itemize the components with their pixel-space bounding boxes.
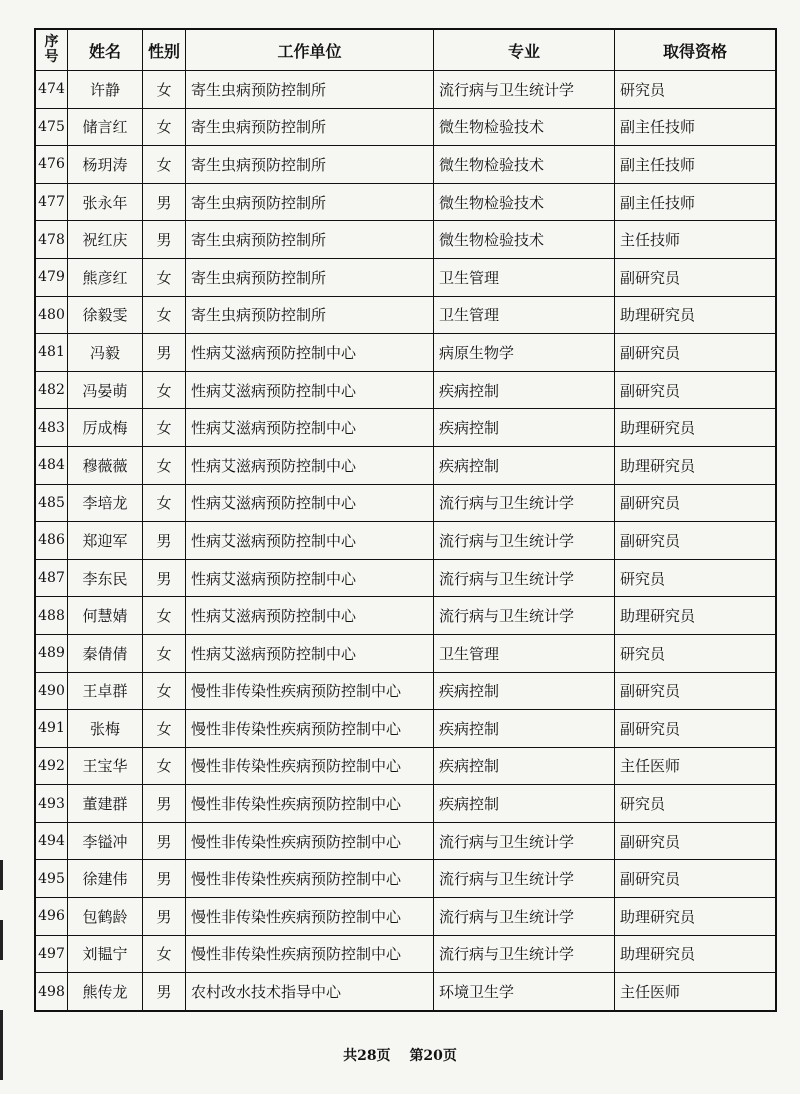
cell-unit: 寄生虫病预防控制所	[186, 258, 434, 296]
cell-gender: 女	[143, 597, 186, 635]
cell-major: 流行病与卫生统计学	[434, 898, 615, 936]
cell-name: 冯毅	[68, 334, 143, 372]
cell-name: 包鹤龄	[68, 898, 143, 936]
cell-seq: 480	[35, 296, 68, 334]
cell-seq: 475	[35, 108, 68, 146]
cell-seq: 481	[35, 334, 68, 372]
cell-major: 疾病控制	[434, 710, 615, 748]
cell-gender: 男	[143, 183, 186, 221]
cell-gender: 女	[143, 409, 186, 447]
table-row	[35, 672, 776, 710]
cell-name: 徐建伟	[68, 860, 143, 898]
cell-name: 杨玥涛	[68, 146, 143, 184]
cell-seq: 490	[35, 672, 68, 710]
current-page: 第20页	[409, 1048, 457, 1064]
cell-seq: 474	[35, 71, 68, 109]
cell-unit: 寄生虫病预防控制所	[186, 296, 434, 334]
cell-gender: 女	[143, 146, 186, 184]
cell-qualification: 副主任技师	[615, 183, 777, 221]
cell-gender: 女	[143, 672, 186, 710]
cell-qualification: 助理研究员	[615, 446, 777, 484]
cell-major: 流行病与卫生统计学	[434, 484, 615, 522]
table-row	[35, 334, 776, 372]
cell-name: 郑迎军	[68, 522, 143, 560]
cell-major: 微生物检验技术	[434, 146, 615, 184]
cell-gender: 男	[143, 860, 186, 898]
cell-qualification: 助理研究员	[615, 898, 777, 936]
cell-name: 储言红	[68, 108, 143, 146]
cell-name: 厉成梅	[68, 409, 143, 447]
cell-unit: 性病艾滋病预防控制中心	[186, 522, 434, 560]
cell-major: 流行病与卫生统计学	[434, 860, 615, 898]
cell-gender: 男	[143, 522, 186, 560]
cell-seq: 487	[35, 559, 68, 597]
cell-unit: 慢性非传染性疾病预防控制中心	[186, 935, 434, 973]
cell-seq: 489	[35, 634, 68, 672]
header-row	[35, 29, 776, 71]
table-row	[35, 559, 776, 597]
cell-gender: 女	[143, 634, 186, 672]
cell-qualification: 助理研究员	[615, 296, 777, 334]
cell-unit: 慢性非传染性疾病预防控制中心	[186, 860, 434, 898]
cell-gender: 男	[143, 822, 186, 860]
cell-seq: 492	[35, 747, 68, 785]
table-row	[35, 785, 776, 823]
cell-unit: 性病艾滋病预防控制中心	[186, 484, 434, 522]
cell-name: 李镒冲	[68, 822, 143, 860]
cell-name: 李培龙	[68, 484, 143, 522]
cell-qualification: 副研究员	[615, 822, 777, 860]
header-major: 专业	[434, 29, 615, 71]
cell-name: 王卓群	[68, 672, 143, 710]
table-row	[35, 935, 776, 973]
cell-unit: 寄生虫病预防控制所	[186, 146, 434, 184]
cell-name: 徐毅雯	[68, 296, 143, 334]
table-row	[35, 296, 776, 334]
table-row	[35, 973, 776, 1011]
cell-qualification: 副研究员	[615, 258, 777, 296]
cell-seq: 479	[35, 258, 68, 296]
cell-unit: 慢性非传染性疾病预防控制中心	[186, 672, 434, 710]
cell-qualification: 副研究员	[615, 522, 777, 560]
cell-seq: 476	[35, 146, 68, 184]
cell-name: 冯晏萌	[68, 371, 143, 409]
cell-qualification: 副研究员	[615, 710, 777, 748]
table-row	[35, 860, 776, 898]
header-unit: 工作单位	[186, 29, 434, 71]
cell-major: 流行病与卫生统计学	[434, 597, 615, 635]
cell-gender: 男	[143, 559, 186, 597]
cell-name: 许静	[68, 71, 143, 109]
cell-qualification: 主任医师	[615, 747, 777, 785]
total-pages: 共28页	[343, 1048, 391, 1064]
cell-qualification: 主任技师	[615, 221, 777, 259]
header-seq	[35, 29, 68, 71]
cell-name: 秦倩倩	[68, 634, 143, 672]
cell-qualification: 副研究员	[615, 672, 777, 710]
cell-name: 张永年	[68, 183, 143, 221]
cell-qualification: 副研究员	[615, 860, 777, 898]
cell-major: 流行病与卫生统计学	[434, 559, 615, 597]
table-row	[35, 597, 776, 635]
cell-unit: 性病艾滋病预防控制中心	[186, 634, 434, 672]
table-row	[35, 258, 776, 296]
cell-gender: 女	[143, 484, 186, 522]
cell-name: 祝红庆	[68, 221, 143, 259]
table-row	[35, 710, 776, 748]
cell-gender: 女	[143, 296, 186, 334]
table-row	[35, 484, 776, 522]
cell-gender: 女	[143, 446, 186, 484]
cell-gender: 男	[143, 334, 186, 372]
table-row	[35, 522, 776, 560]
cell-seq: 488	[35, 597, 68, 635]
table-body	[35, 71, 776, 1011]
cell-major: 疾病控制	[434, 409, 615, 447]
cell-name: 熊彦红	[68, 258, 143, 296]
cell-seq: 493	[35, 785, 68, 823]
cell-name: 熊传龙	[68, 973, 143, 1011]
cell-major: 疾病控制	[434, 371, 615, 409]
cell-name: 穆薇薇	[68, 446, 143, 484]
table-row	[35, 371, 776, 409]
cell-seq: 494	[35, 822, 68, 860]
cell-gender: 女	[143, 71, 186, 109]
cell-major: 疾病控制	[434, 747, 615, 785]
cell-seq: 482	[35, 371, 68, 409]
cell-major: 卫生管理	[434, 258, 615, 296]
cell-qualification: 助理研究员	[615, 597, 777, 635]
cell-unit: 寄生虫病预防控制所	[186, 71, 434, 109]
cell-name: 李东民	[68, 559, 143, 597]
table-row	[35, 183, 776, 221]
cell-major: 环境卫生学	[434, 973, 615, 1011]
cell-major: 流行病与卫生统计学	[434, 935, 615, 973]
cell-unit: 慢性非传染性疾病预防控制中心	[186, 747, 434, 785]
cell-unit: 慢性非传染性疾病预防控制中心	[186, 785, 434, 823]
cell-major: 卫生管理	[434, 296, 615, 334]
cell-unit: 慢性非传染性疾病预防控制中心	[186, 898, 434, 936]
cell-major: 疾病控制	[434, 785, 615, 823]
cell-major: 微生物检验技术	[434, 221, 615, 259]
cell-major: 流行病与卫生统计学	[434, 71, 615, 109]
header-seq-top: 序	[44, 34, 59, 50]
table-row	[35, 221, 776, 259]
cell-unit: 性病艾滋病预防控制中心	[186, 597, 434, 635]
table-row	[35, 409, 776, 447]
cell-seq: 491	[35, 710, 68, 748]
header-name: 姓名	[68, 29, 143, 71]
header-seq-bottom: 号	[44, 49, 59, 65]
table-row	[35, 71, 776, 109]
cell-major: 流行病与卫生统计学	[434, 822, 615, 860]
table-row	[35, 747, 776, 785]
header-qualification: 取得资格	[615, 29, 777, 71]
cell-unit: 寄生虫病预防控制所	[186, 183, 434, 221]
cell-unit: 慢性非传染性疾病预防控制中心	[186, 822, 434, 860]
cell-major: 疾病控制	[434, 672, 615, 710]
cell-gender: 男	[143, 973, 186, 1011]
cell-qualification: 研究员	[615, 559, 777, 597]
cell-gender: 女	[143, 747, 186, 785]
cell-qualification: 副研究员	[615, 371, 777, 409]
cell-gender: 女	[143, 258, 186, 296]
cell-major: 微生物检验技术	[434, 183, 615, 221]
cell-gender: 女	[143, 710, 186, 748]
scan-edge-mark	[0, 920, 3, 960]
cell-name: 王宝华	[68, 747, 143, 785]
cell-gender: 男	[143, 221, 186, 259]
cell-qualification: 助理研究员	[615, 409, 777, 447]
cell-unit: 农村改水技术指导中心	[186, 973, 434, 1011]
cell-qualification: 研究员	[615, 785, 777, 823]
cell-gender: 男	[143, 898, 186, 936]
table-row	[35, 108, 776, 146]
cell-unit: 性病艾滋病预防控制中心	[186, 446, 434, 484]
table-row	[35, 898, 776, 936]
table-header	[35, 29, 776, 71]
cell-qualification: 副主任技师	[615, 146, 777, 184]
cell-gender: 女	[143, 935, 186, 973]
cell-qualification: 研究员	[615, 634, 777, 672]
cell-qualification: 研究员	[615, 71, 777, 109]
cell-gender: 男	[143, 785, 186, 823]
cell-qualification: 副主任技师	[615, 108, 777, 146]
cell-seq: 498	[35, 973, 68, 1011]
table-row	[35, 634, 776, 672]
cell-gender: 女	[143, 108, 186, 146]
cell-seq: 483	[35, 409, 68, 447]
page-footer	[0, 1045, 800, 1065]
cell-seq: 496	[35, 898, 68, 936]
cell-major: 微生物检验技术	[434, 108, 615, 146]
cell-unit: 性病艾滋病预防控制中心	[186, 371, 434, 409]
cell-major: 流行病与卫生统计学	[434, 522, 615, 560]
cell-unit: 性病艾滋病预防控制中心	[186, 334, 434, 372]
cell-unit: 性病艾滋病预防控制中心	[186, 409, 434, 447]
table-row	[35, 146, 776, 184]
personnel-table	[34, 28, 777, 1012]
cell-seq: 485	[35, 484, 68, 522]
cell-seq: 477	[35, 183, 68, 221]
cell-name: 张梅	[68, 710, 143, 748]
cell-seq: 495	[35, 860, 68, 898]
table-row	[35, 446, 776, 484]
header-gender: 性别	[143, 29, 186, 71]
cell-unit: 性病艾滋病预防控制中心	[186, 559, 434, 597]
cell-name: 何慧婧	[68, 597, 143, 635]
cell-seq: 478	[35, 221, 68, 259]
cell-unit: 寄生虫病预防控制所	[186, 108, 434, 146]
cell-name: 董建群	[68, 785, 143, 823]
cell-qualification: 助理研究员	[615, 935, 777, 973]
cell-seq: 497	[35, 935, 68, 973]
cell-qualification: 副研究员	[615, 484, 777, 522]
cell-seq: 486	[35, 522, 68, 560]
cell-major: 卫生管理	[434, 634, 615, 672]
scan-edge-mark	[0, 860, 3, 890]
cell-major: 病原生物学	[434, 334, 615, 372]
table-row	[35, 822, 776, 860]
cell-unit: 慢性非传染性疾病预防控制中心	[186, 710, 434, 748]
cell-major: 疾病控制	[434, 446, 615, 484]
cell-unit: 寄生虫病预防控制所	[186, 221, 434, 259]
cell-gender: 女	[143, 371, 186, 409]
cell-qualification: 副研究员	[615, 334, 777, 372]
cell-qualification: 主任医师	[615, 973, 777, 1011]
cell-seq: 484	[35, 446, 68, 484]
cell-name: 刘韫宁	[68, 935, 143, 973]
